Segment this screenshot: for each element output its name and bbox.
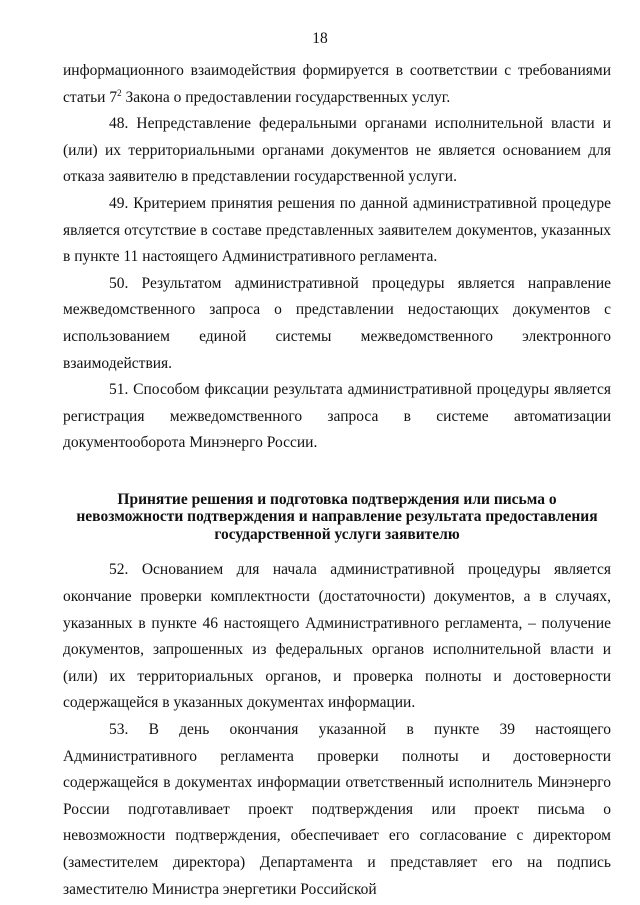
page-number: 18 — [312, 30, 328, 47]
paragraph-51: 51. Способом фиксации результата административной процедуры является регистрация межведомственного запроса в системе автоматизации документооборота Минэнерго России. — [63, 381, 611, 452]
paragraph-48: 48. Непредставление федеральными органами исполнительной власти и (или) их территориальными органами документов не является основанием для отказа заявителю в представлении государственной услуги. — [63, 115, 611, 186]
paragraph-52: 52. Основанием для начала административной процедуры является окончание проверки комплектности (достаточности) документов, а в случаях, указанных в пункте 46 настоящего Административного регламента, – получение документов, запрошенных из федеральных органов исполнительной власти и (или) их территориальных органов, и проверка полноты и достоверности содержащейся в указанных документах информации. — [63, 561, 611, 712]
paragraph-53: 53. В день окончания указанной в пункте 39 настоящего Административного регламента проверки полноты и достоверности содержащейся в документах информации ответственный исполнитель Минэнерго России подготавливает проект подтверждения или проект письма о невозможности подтверждения, обеспечивает его согласование с директором (заместителем директора) Департамента и представляет его на подпись заместителю Министра энергетики Российской — [63, 720, 611, 898]
paragraph-continued-text: информационного взаимодействия формируется в соответствии с требованиями статьи 7 — [63, 62, 611, 106]
paragraph-50: 50. Результатом административной процедуры является направление межведомственного запроса о представлении недостающих документов с использованием единой системы межведомственного электронного взаимодействия. — [63, 274, 611, 372]
paragraph-continued-tail: Закона о предоставлении государственных услуг. — [121, 88, 451, 106]
paragraph-49: 49. Критерием принятия решения по данной административной процедуре является отсутствие в составе представленных заявителем документов, указанных в пункте 11 настоящего Административного регламента. — [63, 194, 611, 266]
paragraph-continued — [63, 58, 611, 111]
article-superscript: 2 — [117, 87, 122, 98]
section-heading: Принятие решения и подготовка подтверждения или письма о невозможности подтверждения и направление результата предоставления государственной услуги заявителю — [76, 490, 598, 543]
document-body — [63, 58, 611, 903]
